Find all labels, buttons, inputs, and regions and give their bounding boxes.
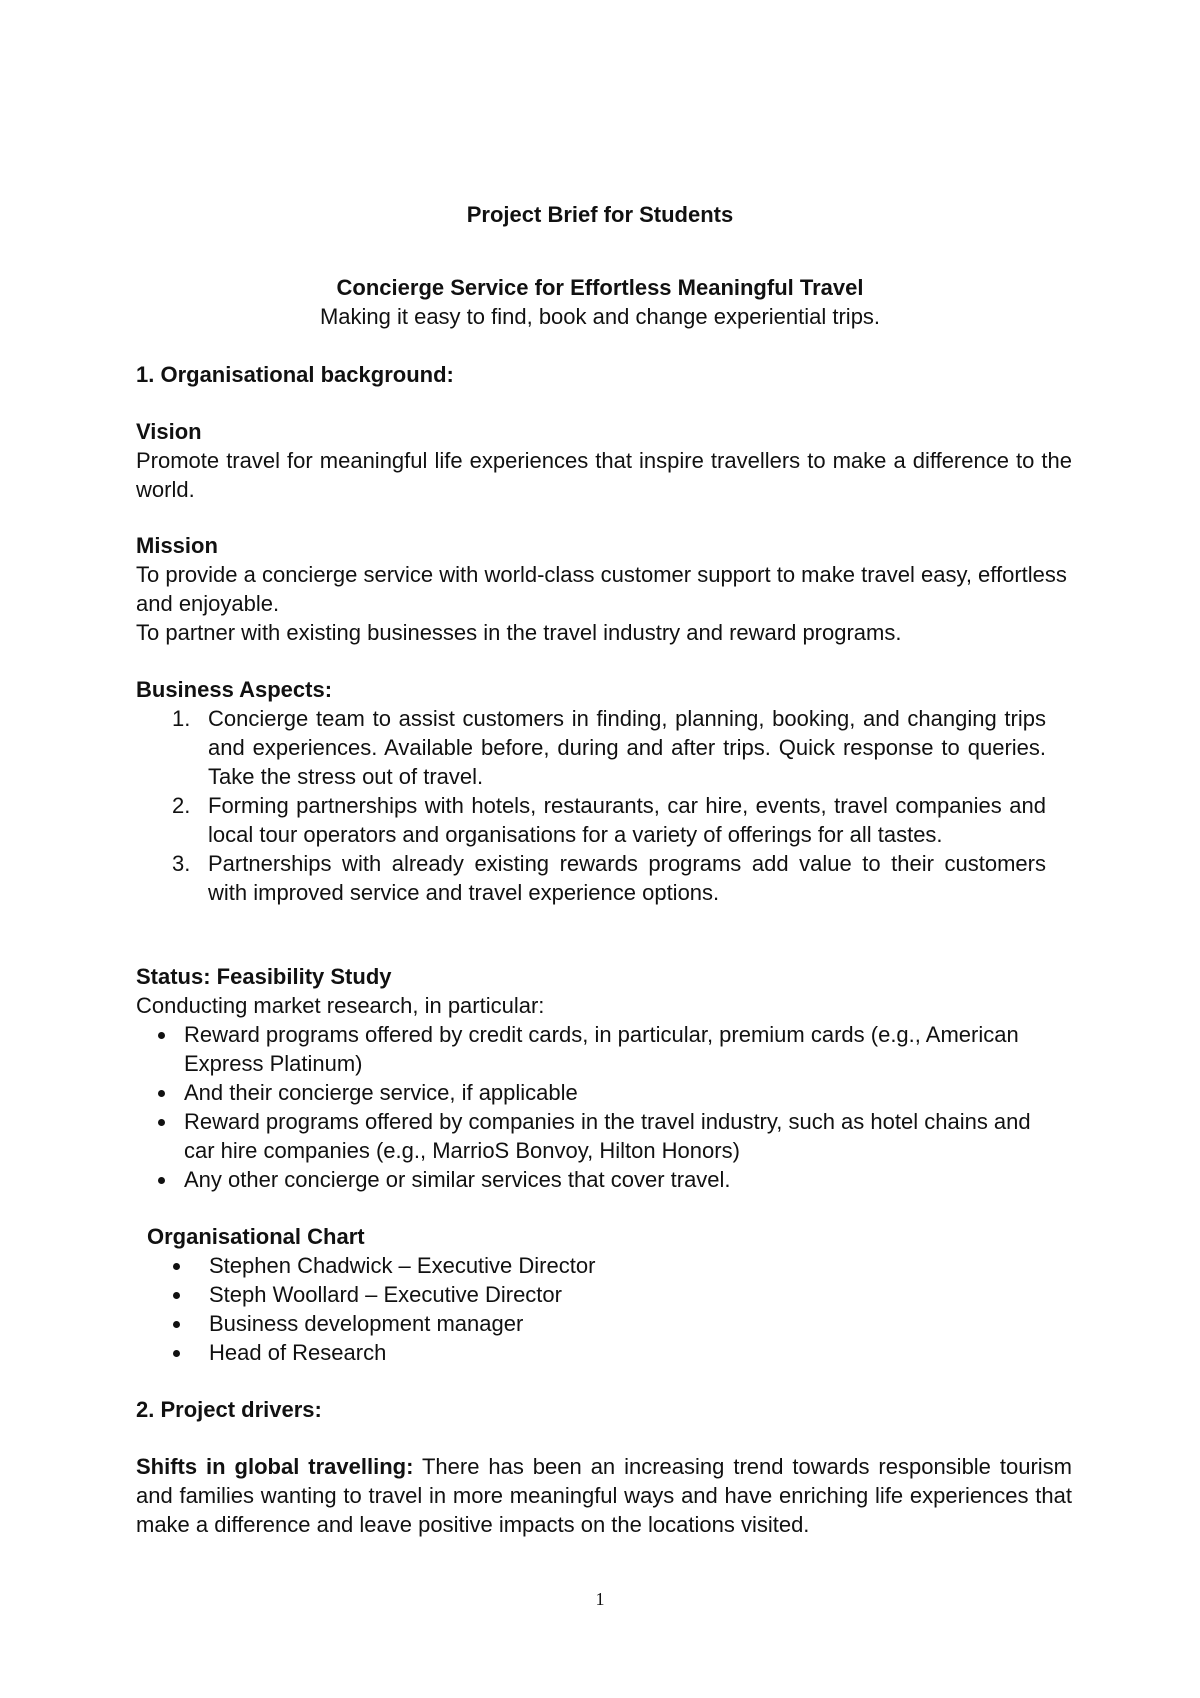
list-item — [172, 849, 1046, 907]
list-item — [184, 1020, 1046, 1078]
status-heading: Status: Feasibility Study — [136, 964, 392, 989]
list-item-text: Steph Woollard – Executive Director — [209, 1282, 562, 1307]
list-item — [184, 1165, 1046, 1194]
list-item — [209, 1280, 1049, 1309]
list-marker: 3. — [172, 851, 191, 876]
bullet-icon — [158, 1090, 165, 1097]
shifts-paragraph — [136, 1452, 1072, 1539]
section-heading-project-drivers: 2. Project drivers: — [136, 1397, 322, 1422]
list-item-text: Reward programs offered by companies in the travel industry, such as hotel chains and car hire companies (e.g., MarrioS Bonvoy, Hilton Honors) — [184, 1109, 1031, 1163]
bullet-icon — [173, 1263, 180, 1270]
list-item-text: Stephen Chadwick – Executive Director — [209, 1253, 596, 1278]
list-item — [172, 704, 1046, 791]
section-heading-organisational-background: 1. Organisational background: — [136, 362, 454, 387]
document-title: Project Brief for Students — [466, 202, 734, 227]
list-item — [209, 1338, 1049, 1367]
list-item-text: Head of Research — [209, 1340, 387, 1365]
shifts-text: There has been an increasing trend towards responsible tourism and families wanting to travel in more meaningful ways and have enriching life experiences that make a difference and leave positive impacts on the locations visited. — [136, 1454, 1072, 1537]
mission-heading: Mission — [136, 533, 218, 558]
status-list — [184, 1020, 1046, 1194]
bullet-icon — [173, 1350, 180, 1357]
list-item-text: Reward programs offered by credit cards, in particular, premium cards (e.g., American Express Platinum) — [184, 1022, 1019, 1076]
list-item — [209, 1309, 1049, 1338]
org-chart-list — [209, 1251, 1049, 1367]
list-item-text: And their concierge service, if applicable — [184, 1080, 578, 1105]
vision-text: Promote travel for meaningful life experiences that inspire travellers to make a difference to the world. — [136, 448, 1072, 502]
status-intro: Conducting market research, in particular: — [136, 993, 545, 1018]
mission-text-1: To provide a concierge service with world-class customer support to make travel easy, effortless and enjoyable. — [136, 562, 1067, 616]
bullet-icon — [158, 1032, 165, 1039]
list-item-text: Any other concierge or similar services that cover travel. — [184, 1167, 731, 1192]
bullet-icon — [173, 1321, 180, 1328]
vision-heading: Vision — [136, 419, 202, 444]
org-chart-heading: Organisational Chart — [147, 1224, 365, 1249]
business-aspects-list — [172, 704, 1046, 907]
bullet-icon — [173, 1292, 180, 1299]
list-item-text: Partnerships with already existing rewards programs add value to their customers with improved service and travel experience options. — [208, 851, 1046, 905]
business-aspects-heading: Business Aspects: — [136, 677, 333, 702]
shifts-label: Shifts in global travelling: — [136, 1454, 414, 1479]
page-number: 1 — [595, 1589, 605, 1609]
list-item — [172, 791, 1046, 849]
list-marker: 1. — [172, 706, 191, 731]
list-marker: 2. — [172, 793, 191, 818]
mission-text-2: To partner with existing businesses in the travel industry and reward programs. — [136, 620, 902, 645]
list-item — [184, 1107, 1046, 1165]
bullet-icon — [158, 1119, 165, 1126]
document-tagline: Making it easy to find, book and change experiential trips. — [319, 304, 881, 329]
list-item — [184, 1078, 1046, 1107]
list-item-text: Concierge team to assist customers in finding, planning, booking, and changing trips and experiences. Available before, during and after trips. Quick response to queries. Take the stress out of travel. — [208, 706, 1046, 789]
bullet-icon — [158, 1177, 165, 1184]
list-item-text: Forming partnerships with hotels, restaurants, car hire, events, travel companies and local tour operators and organisations for a variety of offerings for all tastes. — [208, 793, 1046, 847]
list-item — [209, 1251, 1049, 1280]
document-subtitle: Concierge Service for Effortless Meaningful Travel — [336, 275, 864, 300]
list-item-text: Business development manager — [209, 1311, 524, 1336]
